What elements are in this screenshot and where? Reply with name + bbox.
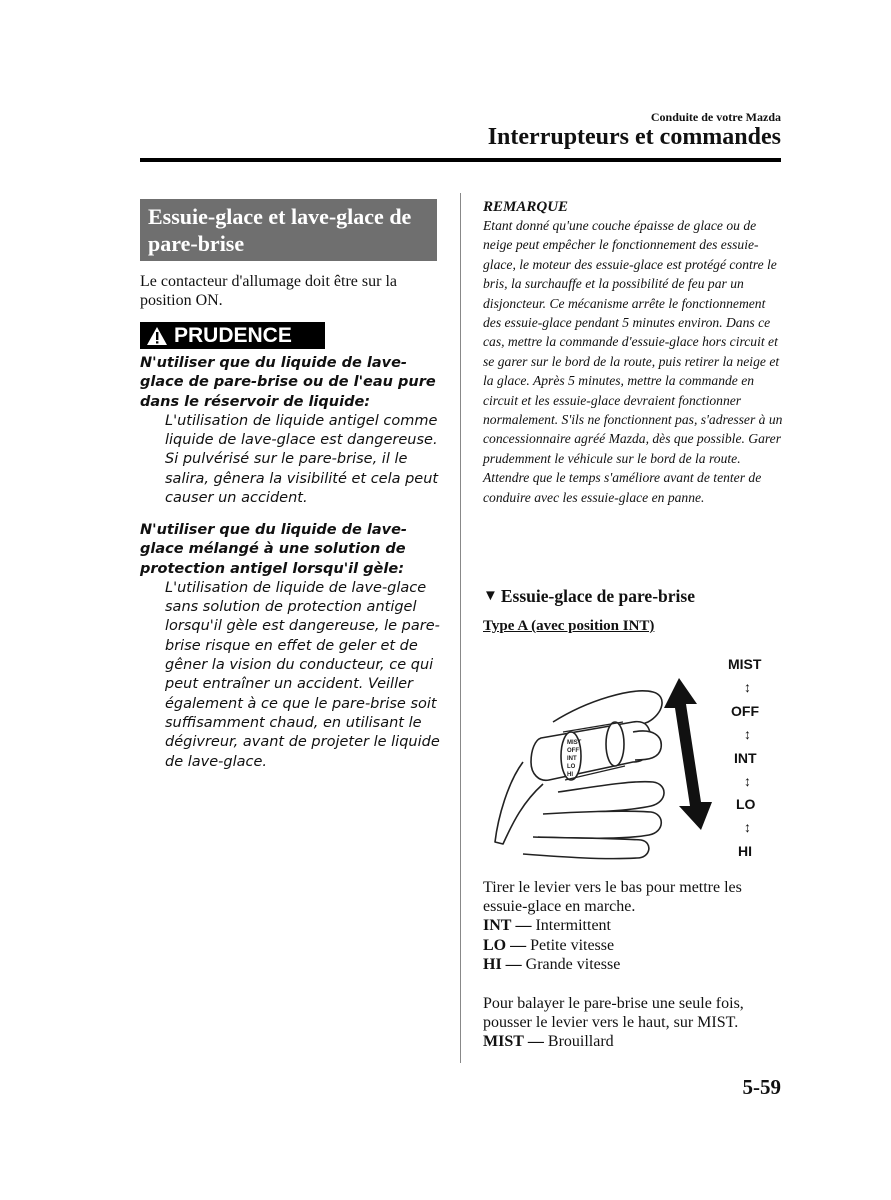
section-intro: Le contacteur d'allumage doit être sur la position ON. <box>140 273 397 309</box>
instructions-block <box>483 878 783 974</box>
double-arrow-icon <box>664 678 712 830</box>
remark-title: REMARQUE <box>483 199 569 215</box>
mode-key: INT <box>483 917 512 935</box>
caution-heading: N'utiliser que du liquide de lave-glace de pare-brise ou de l'eau pure dans le réservoir de liquide: <box>140 355 436 410</box>
mode-desc: Brouillard <box>547 1033 614 1051</box>
position-label-off: OFF <box>731 703 759 719</box>
mode-desc: Petite vitesse <box>530 936 615 954</box>
mode-line <box>483 955 783 974</box>
subsection-heading <box>483 586 695 607</box>
single-wipe-block <box>483 994 783 1052</box>
stalk-label-mist: MIST <box>567 740 582 746</box>
caution-item <box>140 521 440 772</box>
page-number: 5-59 <box>742 1075 781 1099</box>
position-label-int: INT <box>734 750 757 766</box>
mode-key: MIST <box>483 1033 524 1051</box>
position-label-mist: MIST <box>728 656 762 672</box>
mode-key: LO <box>483 936 507 954</box>
type-heading: Type A (avec position INT) <box>483 618 655 634</box>
mode-dash: — <box>527 1033 544 1051</box>
mode-desc: Grande vitesse <box>525 955 621 973</box>
caution-item <box>140 354 440 508</box>
position-label-lo: LO <box>736 796 756 812</box>
triangle-down-icon: ▼ <box>483 588 498 604</box>
column-divider <box>460 193 461 1063</box>
position-label-hi: HI <box>738 843 752 859</box>
updown-arrow-icon: ↕ <box>744 679 751 695</box>
remark-text: Etant donné qu'une couche épaisse de glace ou de neige peut empêcher le fonctionnement des essuie-glace, le moteur des essuie-glace est protégé contre le bris, la surchauffe et la possibilité de feu par un disjoncteur. Ce mécanisme arrête le fonctionnement des essuie-glace pendant 5 minutes environ. Dans ce cas, mettre la commande d'essuie-glace hors circuit et se garer sur le bord de la route, puis retirer la neige et la glace. Après 5 minutes, mettre la commande en circuit et les essuie-glace devraient fonctionner normalement. S'ils ne fonctionnent pas, s'adresser à un concessionnaire agréé Mazda, dès que possible. Garer prudemment le véhicule sur le bord de la route. Attendre que le temps s'améliore avant de tenter de conduire avec les essuie-glace en panne. <box>483 218 783 505</box>
remark-block <box>483 198 783 507</box>
stalk-label-lo: LO <box>567 764 576 770</box>
mode-line <box>483 936 783 955</box>
mode-dash: — <box>510 936 527 954</box>
section-title: Essuie-glace et lave-glace de pare-brise <box>140 199 437 261</box>
mode-dash: — <box>505 955 522 973</box>
wiper-lever-figure <box>483 652 783 864</box>
instructions-intro: Tirer le levier vers le bas pour mettre les essuie-glace en marche. <box>483 879 742 916</box>
subsection-title: Essuie-glace de pare-brise <box>500 586 695 606</box>
single-wipe-text: Pour balayer le pare-brise une seule fois, pousser le levier vers le haut, sur MIST. <box>483 995 744 1032</box>
caution-body: L'utilisation de liquide de lave-glace sans solution de protection antigel lorsqu'il gèle est dangereuse, le pare-brise risque en effet de geler et de gêner la vision du conducteur, ce qui peut entraîner un accident. Veiller également à ce que le pare-brise soit suffisamment chaud, en utilisant le dégivreur, avant de projeter le liquide de lave-glace. <box>165 579 440 770</box>
mode-line <box>483 916 783 935</box>
updown-arrow-icon: ↕ <box>744 819 751 835</box>
stalk-label-hi: HI <box>567 772 573 778</box>
updown-arrow-icon: ↕ <box>744 726 751 742</box>
updown-arrow-icon: ↕ <box>744 773 751 789</box>
page-title: Interrupteurs et commandes <box>487 124 781 150</box>
header-rule <box>140 158 781 162</box>
mode-key: HI <box>483 955 502 973</box>
warning-icon <box>146 326 168 346</box>
mode-dash: — <box>515 917 532 935</box>
chapter-title: Conduite de votre Mazda <box>650 110 781 124</box>
stalk-label-off: OFF <box>567 748 579 754</box>
caution-label: PRUDENCE <box>174 324 292 347</box>
wiper-lever-illustration <box>483 652 723 864</box>
mode-line <box>483 1032 783 1051</box>
caution-heading: N'utiliser que du liquide de lave-glace mélangé à une solution de protection antigel lorsqu'il gèle: <box>140 522 407 577</box>
caution-banner <box>140 322 325 349</box>
stalk-label-int: INT <box>567 756 577 762</box>
caution-body: L'utilisation de liquide antigel comme liquide de lave-glace est dangereuse. Si pulvérisé sur le pare-brise, il le salira, gênera la visibilité et cela peut causer un accident. <box>165 412 439 507</box>
mode-desc: Intermittent <box>535 917 611 935</box>
